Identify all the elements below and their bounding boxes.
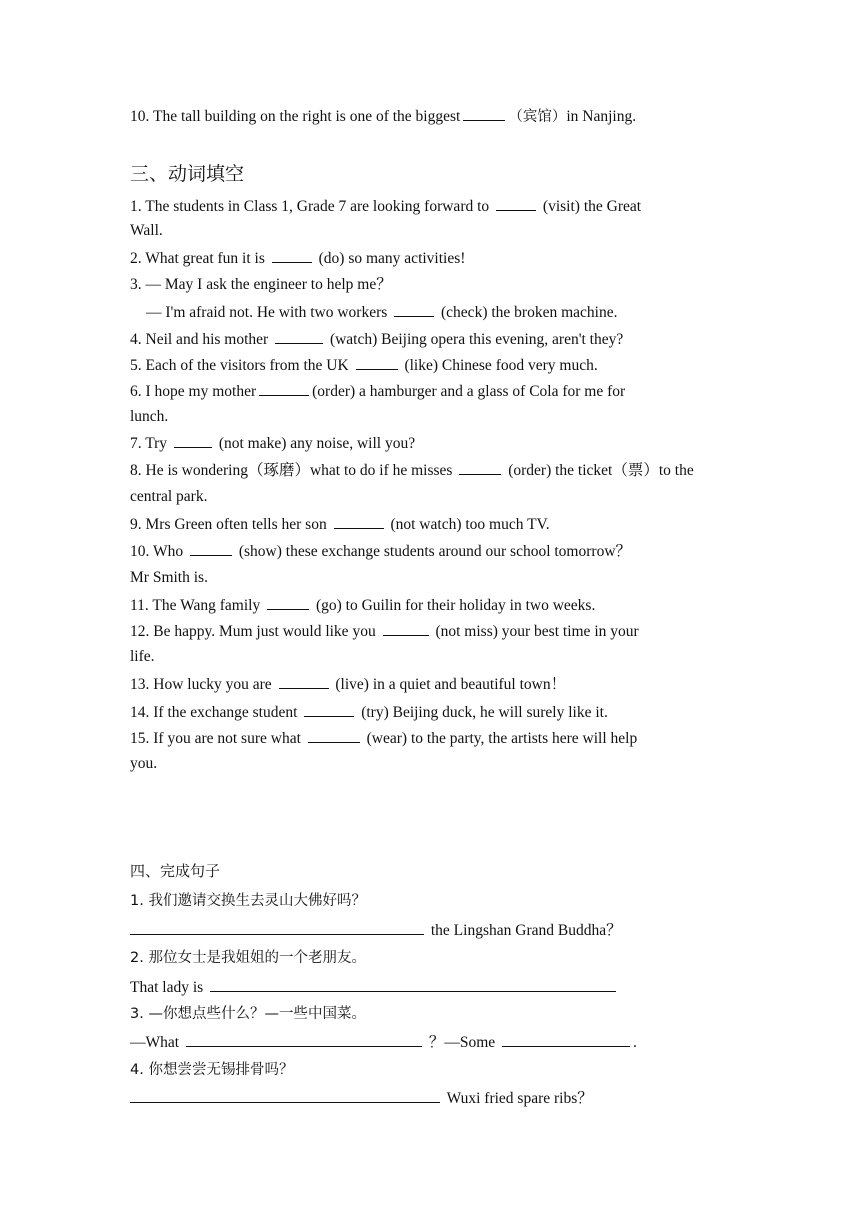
answer-blank[interactable] [186, 1032, 422, 1047]
verb-item-6-cont: lunch. [130, 408, 169, 425]
answer-blank[interactable] [190, 541, 232, 556]
verb-item-11: 11. The Wang family (go) to Guilin for their holiday in two weeks. [130, 597, 596, 614]
verb-item-9: 9. Mrs Green often tells her son (not watch) too much TV. [130, 516, 550, 533]
sentence-4-chinese: 4. 你想尝尝无锡排骨吗？ [130, 1062, 294, 1078]
verb-item-12: 12. Be happy. Mum just would like you (not miss) your best time in your [130, 623, 639, 640]
answer-blank[interactable] [267, 595, 309, 610]
sentence-2-chinese: 2. 那位女士是我姐姐的一个老朋友。 [130, 950, 366, 966]
answer-blank[interactable] [502, 1032, 630, 1047]
answer-blank[interactable] [272, 248, 312, 263]
verb-item-5: 5. Each of the visitors from the UK (like) Chinese food very much. [130, 357, 598, 374]
verb-item-13: 13. How lucky you are (live) in a quiet and beautiful town！ [130, 676, 567, 693]
sentence-1: the Lingshan Grand Buddha？ [130, 920, 622, 941]
answer-blank[interactable] [356, 355, 398, 370]
verb-item-7: 7. Try (not make) any noise, will you? [130, 435, 416, 452]
verb-item-10: 10. Who (show) these exchange students around our school tomorrow？ [130, 543, 632, 560]
answer-blank[interactable] [130, 920, 424, 935]
verb-item-14: 14. If the exchange student (try) Beijing duck, he will surely like it. [130, 704, 608, 721]
sentence-4: Wuxi fried spare ribs？ [130, 1088, 593, 1109]
sentence-3: —What ？—Some . [130, 1034, 637, 1051]
verb-item-2: 2. What great fun it is (do) so many activities! [130, 250, 466, 267]
answer-blank[interactable] [463, 106, 505, 121]
answer-blank[interactable] [394, 302, 434, 317]
verb-item-15-cont: you. [130, 755, 158, 772]
section-4-title: 四、完成句子 [130, 862, 221, 880]
answer-blank[interactable] [383, 621, 429, 636]
verb-item-4: 4. Neil and his mother (watch) Beijing opera this evening, aren't they? [130, 331, 624, 348]
verb-item-15: 15. If you are not sure what (wear) to the party, the artists here will help [130, 730, 638, 747]
verb-item-8: 8. He is wondering（琢磨）what to do if he misses (order) the ticket（票）to the [130, 462, 694, 479]
answer-blank[interactable] [459, 460, 501, 475]
answer-blank[interactable] [174, 433, 212, 448]
answer-blank[interactable] [308, 728, 360, 743]
answer-blank[interactable] [130, 1088, 440, 1103]
sentence-3-chinese: 3. —你想点些什么？—一些中国菜。 [130, 1006, 366, 1022]
answer-blank[interactable] [334, 514, 384, 529]
verb-item-3: 3. — May I ask the engineer to help me？ [130, 276, 392, 293]
answer-blank[interactable] [210, 977, 616, 992]
vocab-item-10: 10. The tall building on the right is one of the biggest （宾馆）in Nanjing. [130, 108, 637, 125]
sentence-1-chinese: 1. 我们邀请交换生去灵山大佛好吗？ [130, 893, 366, 909]
sentence-2: That lady is [130, 977, 619, 998]
section-3-title: 三、动词填空 [130, 163, 245, 185]
answer-blank[interactable] [275, 329, 323, 344]
verb-item-1: 1. The students in Class 1, Grade 7 are looking forward to (visit) the Great [130, 198, 642, 215]
verb-item-10-cont: Mr Smith is. [130, 569, 208, 586]
verb-item-12-cont: life. [130, 648, 155, 665]
verb-item-8-cont: central park. [130, 488, 208, 505]
answer-blank[interactable] [496, 196, 536, 211]
answer-blank[interactable] [304, 702, 354, 717]
verb-item-3-reply: — I'm afraid not. He with two workers (check) the broken machine. [146, 304, 618, 321]
verb-item-1-cont: Wall. [130, 222, 163, 239]
answer-blank[interactable] [279, 674, 329, 689]
answer-blank[interactable] [259, 381, 309, 396]
verb-item-6: 6. I hope my mother (order) a hamburger and a glass of Cola for me for [130, 383, 626, 400]
